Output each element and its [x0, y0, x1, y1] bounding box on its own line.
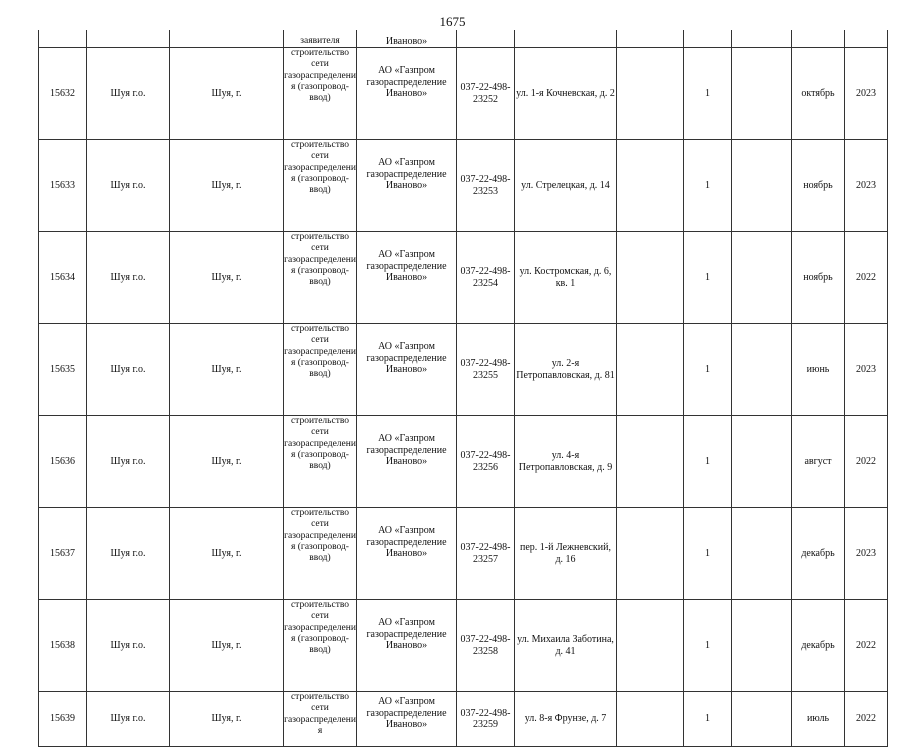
- cell-blank-2: [732, 692, 792, 747]
- table-row: [39, 600, 888, 692]
- cell-city: Шуя, г.: [170, 48, 284, 140]
- cell-org: Иваново»: [357, 30, 457, 48]
- cell-month: июнь: [792, 324, 845, 416]
- table-row: [39, 508, 888, 600]
- cell-district: Шуя г.о.: [87, 232, 170, 324]
- cell-blank-2: [732, 30, 792, 48]
- cell-address: ул. 1-я Кочневская, д. 2: [515, 48, 617, 140]
- cell-month: ноябрь: [792, 232, 845, 324]
- cell-blank: [617, 416, 684, 508]
- cell-blank-2: [732, 508, 792, 600]
- cell-count: 1: [684, 416, 732, 508]
- cell-district: Шуя г.о.: [87, 508, 170, 600]
- cell-blank: [617, 48, 684, 140]
- cell-id: 15633: [39, 140, 87, 232]
- cell-type: строительство сети газораспределения (газопровод-ввод): [284, 508, 357, 600]
- cell-blank-2: [732, 600, 792, 692]
- cell-code: 037-22-498-23258: [457, 600, 515, 692]
- cell-blank: [617, 600, 684, 692]
- cell-address: [515, 30, 617, 48]
- cell-blank: [617, 30, 684, 48]
- cell-count: 1: [684, 140, 732, 232]
- cell-count: 1: [684, 48, 732, 140]
- cell-blank: [617, 140, 684, 232]
- cell-city: Шуя, г.: [170, 600, 284, 692]
- cell-count: [684, 30, 732, 48]
- table-row: [39, 692, 888, 747]
- cell-type: строительство сети газораспределения (газопровод-ввод): [284, 232, 357, 324]
- cell-id: 15636: [39, 416, 87, 508]
- cell-city: Шуя, г.: [170, 324, 284, 416]
- cell-year: 2023: [845, 48, 888, 140]
- cell-org: АО «Газпром газораспределение Иваново»: [357, 416, 457, 508]
- cell-district: [87, 30, 170, 48]
- page-number: 1675: [439, 14, 466, 29]
- cell-address: ул. 8-я Фрунзе, д. 7: [515, 692, 617, 747]
- cell-blank-2: [732, 324, 792, 416]
- cell-count: 1: [684, 232, 732, 324]
- cell-type: строительство сети газораспределения (газопровод-ввод): [284, 48, 357, 140]
- cell-blank: [617, 692, 684, 747]
- cell-id: 15637: [39, 508, 87, 600]
- cell-code: 037-22-498-23253: [457, 140, 515, 232]
- cell-blank-2: [732, 416, 792, 508]
- cell-address: ул. Костромская, д. 6, кв. 1: [515, 232, 617, 324]
- cell-code: 037-22-498-23256: [457, 416, 515, 508]
- cell-year: 2022: [845, 692, 888, 747]
- cell-blank-2: [732, 48, 792, 140]
- cell-address: ул. Стрелецкая, д. 14: [515, 140, 617, 232]
- cell-count: 1: [684, 508, 732, 600]
- cell-year: 2022: [845, 232, 888, 324]
- cell-year: [845, 30, 888, 48]
- cell-district: Шуя г.о.: [87, 416, 170, 508]
- cell-org: АО «Газпром газораспределение Иваново»: [357, 324, 457, 416]
- cell-id: 15638: [39, 600, 87, 692]
- cell-district: Шуя г.о.: [87, 600, 170, 692]
- cell-type: строительство сети газораспределения (газопровод-ввод): [284, 600, 357, 692]
- cell-code: 037-22-498-23257: [457, 508, 515, 600]
- cell-city: Шуя, г.: [170, 140, 284, 232]
- cell-month: ноябрь: [792, 140, 845, 232]
- table-row: [39, 48, 888, 140]
- cell-year: 2023: [845, 324, 888, 416]
- cell-type: строительство сети газораспределения (газопровод-ввод): [284, 140, 357, 232]
- table-row: [39, 416, 888, 508]
- cell-year: 2023: [845, 140, 888, 232]
- cell-code: 037-22-498-23255: [457, 324, 515, 416]
- cell-district: Шуя г.о.: [87, 692, 170, 747]
- cell-org: АО «Газпром газораспределение Иваново»: [357, 140, 457, 232]
- cell-count: 1: [684, 324, 732, 416]
- cell-code: 037-22-498-23254: [457, 232, 515, 324]
- cell-blank: [617, 232, 684, 324]
- cell-year: 2023: [845, 508, 888, 600]
- cell-id: 15632: [39, 48, 87, 140]
- table-row: [39, 232, 888, 324]
- cell-id: [39, 30, 87, 48]
- table-row: [39, 324, 888, 416]
- cell-month: декабрь: [792, 600, 845, 692]
- cell-org: АО «Газпром газораспределение Иваново»: [357, 600, 457, 692]
- cell-blank: [617, 508, 684, 600]
- cell-city: Шуя, г.: [170, 232, 284, 324]
- cell-address: ул. Михаила Заботина, д. 41: [515, 600, 617, 692]
- table-row: [39, 140, 888, 232]
- registry-table: [38, 30, 888, 747]
- cell-type: строительство сети газораспределения (газопровод-ввод): [284, 416, 357, 508]
- cell-type: заявителя: [284, 30, 357, 48]
- cell-type: строительство сети газораспределения: [284, 692, 357, 747]
- cell-count: 1: [684, 600, 732, 692]
- cell-district: Шуя г.о.: [87, 140, 170, 232]
- cell-month: июль: [792, 692, 845, 747]
- cell-city: Шуя, г.: [170, 508, 284, 600]
- cell-blank-2: [732, 232, 792, 324]
- cell-month: октябрь: [792, 48, 845, 140]
- cell-month: декабрь: [792, 508, 845, 600]
- cell-id: 15634: [39, 232, 87, 324]
- cell-district: Шуя г.о.: [87, 324, 170, 416]
- cell-blank-2: [732, 140, 792, 232]
- cell-code: [457, 30, 515, 48]
- cell-month: [792, 30, 845, 48]
- cell-code: 037-22-498-23259: [457, 692, 515, 747]
- cell-count: 1: [684, 692, 732, 747]
- cell-org: АО «Газпром газораспределение Иваново»: [357, 48, 457, 140]
- cell-address: пер. 1-й Лежневский, д. 16: [515, 508, 617, 600]
- cell-year: 2022: [845, 600, 888, 692]
- continued-row: [39, 30, 888, 48]
- cell-blank: [617, 324, 684, 416]
- cell-month: август: [792, 416, 845, 508]
- cell-org: АО «Газпром газораспределение Иваново»: [357, 692, 457, 747]
- cell-city: [170, 30, 284, 48]
- cell-id: 15639: [39, 692, 87, 747]
- cell-address: ул. 4-я Петропавловская, д. 9: [515, 416, 617, 508]
- cell-id: 15635: [39, 324, 87, 416]
- cell-code: 037-22-498-23252: [457, 48, 515, 140]
- cell-district: Шуя г.о.: [87, 48, 170, 140]
- cell-org: АО «Газпром газораспределение Иваново»: [357, 232, 457, 324]
- cell-year: 2022: [845, 416, 888, 508]
- cell-address: ул. 2-я Петропавловская, д. 81: [515, 324, 617, 416]
- cell-type: строительство сети газораспределения (газопровод-ввод): [284, 324, 357, 416]
- cell-org: АО «Газпром газораспределение Иваново»: [357, 508, 457, 600]
- cell-city: Шуя, г.: [170, 416, 284, 508]
- cell-city: Шуя, г.: [170, 692, 284, 747]
